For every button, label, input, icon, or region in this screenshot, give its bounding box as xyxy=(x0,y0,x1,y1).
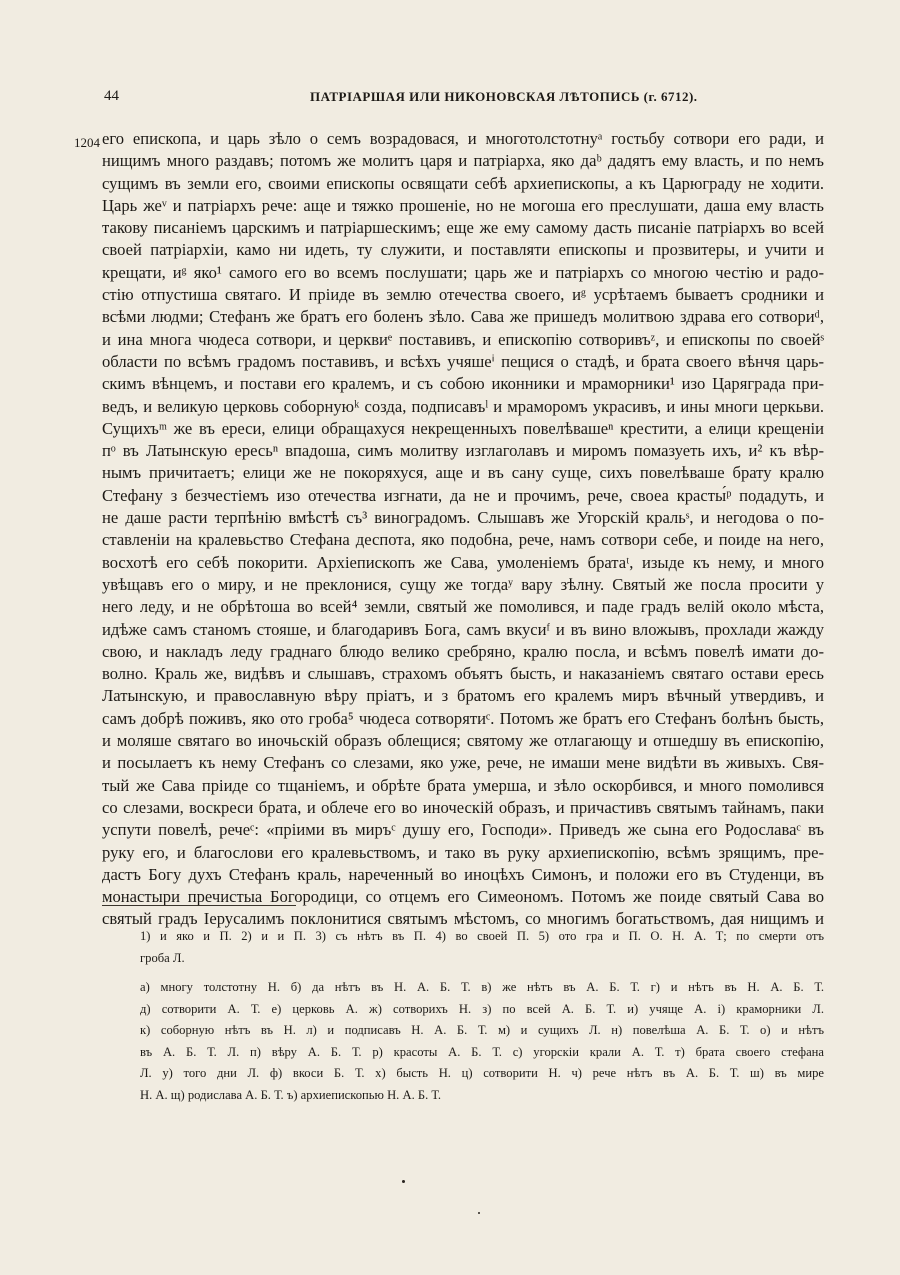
footnote-line: к) соборную нѣтъ въ Н. л) и подписавъ Н. А. Б. Т. м) и сущихъ Л. н) повелѣша А. Б. Т. о) и нѣтъ xyxy=(140,1023,824,1037)
footnote-line: 1) и яко и П. 2) и и П. 3) съ нѣтъ въ П. 4) во своей П. 5) ото гра и П. О. Н. А. Т; по смерти отъ xyxy=(140,929,824,943)
numbered-footnotes xyxy=(140,926,824,969)
lettered-footnotes xyxy=(140,977,824,1106)
text-line: скимъ вѣнцемъ, и постави его кралемъ, и съ собою иконники и мраморники¹ изо Царяграда при- xyxy=(102,374,824,394)
text-line: святый градъ Іерусалимъ поклонитися святымъ мѣстомъ, со многимъ богатьствомъ, дая нищимъ и xyxy=(102,909,824,929)
margin-year-note: 1204 xyxy=(74,135,100,150)
text-line: него леду, и не обрѣтоша во всей⁴ земли, святый же помолився, и паде градъ велій около мѣста, xyxy=(102,597,824,617)
text-line: и моляше святаго во иночьскій образъ облещися; святому же отлагающу и отшедшу въ епископію, xyxy=(102,731,824,751)
text-line: пᵒ въ Латынскую ересьⁿ впадоша, симъ молитву изглаголавъ и миромъ помазуеть ихъ, и² къ вѣр- xyxy=(102,441,824,461)
text-line: области по всѣмъ градомъ поставивъ, и всѣхъ учяшеⁱ пещися о стадѣ, и брата своего вѣнчя царь- xyxy=(102,351,824,371)
text-line: стію отпустиша святаго. И пріиде въ землю отечества своего, иᵍ усрѣтаемъ бываетъ сродники и xyxy=(102,285,824,305)
text-line: идѣже самъ станомъ стояше, и благодаривъ Бога, самъ вкусиᶠ и въ вино вложывъ, прохлади жажду xyxy=(102,619,824,639)
text-line: дастъ Богу духъ Стефанъ краль, нареченный во иноцѣхъ Симонъ, и положи его въ Студенци, въ xyxy=(102,864,824,884)
page-header xyxy=(100,88,818,110)
text-line: восхотѣ его себѣ покорити. Архіепископъ же Сава, умоленіемъ братаᵗ, изыде къ нему, и много xyxy=(102,552,824,572)
text-line: увѣщавъ его о миру, и не преклонися, сущу же тогдаʸ вару зѣлну. Святый же посла просити у xyxy=(102,574,824,594)
text-line: всѣми людми; Стефанъ же братъ его боленъ зѣло. Сава же пришедъ молитвою здрава его сотвориᵈ, xyxy=(102,307,824,327)
text-line: его епископа, и царь зѣло о семъ возрадовася, и многотолстотнуᵃ гостьбу сотвори его ради, и xyxy=(102,129,824,148)
text-line: Латынскую, и православную вѣру пріатъ, и з братомъ его кралемъ миръ вѣчный утвердивъ, и xyxy=(102,686,824,706)
text-line: нымъ причитаетъ; елици же не покоряхуся, аще и въ сану суще, сихъ повелѣваше брату кралю xyxy=(102,463,824,483)
footnote-line: Л. у) того дни Л. ф) вкоси Б. Т. х) бысть Н. ц) сотворити Н. ч) рече нѣтъ въ А. Б. Т. ш) въ мире xyxy=(140,1066,824,1080)
text-line: крещати, иᵍ яко¹ самого его во всемъ послушати; царь же и патріархъ со многою честію и радо- xyxy=(102,262,824,282)
paper-speck xyxy=(402,1180,405,1183)
footnote-line: а) многу толстотну Н. б) да нѣтъ въ Н. А. Б. Т. в) же нѣтъ въ А. Б. Т. г) и нѣтъ въ Н. А. Б. Т. xyxy=(140,980,824,994)
text-line: со слезами, воскреси брата, и облече его во иноческій образъ, и причастивъ святымъ тайнамъ, паки xyxy=(102,797,824,817)
text-line: успути повелѣ, речеᶜ: «пріими въ миръᶜ душу его, Господи». Приведъ же сына его Родославаᶜ въ xyxy=(102,820,824,840)
text-line: сущимъ въ земли его, своими епископы освящати себѣ архиепископы, а къ Царюграду не ходити. xyxy=(102,173,824,193)
text-line: и посылаетъ къ нему Стефанъ со слезами, яко уже, рече, не имаши мене видѣти въ живыхъ. Свя- xyxy=(102,753,824,773)
main-text-block xyxy=(102,128,824,931)
footnote-line: въ А. Б. Т. Л. п) вѣру А. Б. Т. р) красоты А. Б. Т. с) угорскіи крали А. Т. т) брата своего стефана xyxy=(140,1044,824,1059)
page-number: 44 xyxy=(104,88,119,104)
running-title: ПАТРІАРШАЯ ИЛИ НИКОНОВСКАЯ ЛѢТОПИСЬ (г. 6712). xyxy=(310,89,698,104)
text-line: Сущихъᵐ же въ ереси, елици обращахуся некрещенныхъ повелѣвашеⁿ крестити, а елици крещеніи xyxy=(102,418,824,438)
text-line: Царь жеᵛ и патріархъ рече: аще и тяжко прошеніе, но не могоша его преслушати, даша ему власть xyxy=(102,195,824,215)
text-line: ставленіи на кралевьство Стефана деспота, яко подобна, рече, намъ сотвори себе, и поиде на него, xyxy=(102,530,824,550)
text-line: руку его, и благослови его кралевьствомъ, и тако въ руку архиепископію, всѣмъ зрящимъ, пре- xyxy=(102,842,824,862)
footnote-line: гроба Л. xyxy=(140,950,185,965)
text-line: и ина многа чюдеса сотвори, и церквиᵉ поставивъ, и епископію сотворивъᶻ, и епископы по своейˢ xyxy=(102,329,824,349)
text-line: монастыри пречистыа Богородици, со отцемъ его Симеономъ. Потомъ же поиде святый Сава во xyxy=(102,887,824,907)
footnote-line: д) сотворити А. Т. е) церковь А. ж) сотворихъ Н. з) по всей А. Б. Т. и) учяще А. і) краморники Л. xyxy=(140,1001,824,1016)
text-line: ведъ, и великую церковь соборнуюᵏ созда, подписавъˡ и мраморомъ украсивъ, и ины многи церкьви. xyxy=(102,396,824,416)
footnote-separator-rule xyxy=(102,905,296,906)
text-line: нищимъ много раздавъ; потомъ же молитъ царя и патріарха, яко даᵇ дадятъ ему власть, и по немъ xyxy=(102,151,824,171)
text-line: Стефану з безчестіемъ изо отечества изгнати, да не и прочимъ, рече, своеа красты́ᵖ подадуть, и xyxy=(102,485,824,505)
text-line: самъ добрѣ поживъ, яко ото гроба⁵ чюдеса сотворятиᶜ. Потомъ же братъ его Стефанъ болѣнъ бысть, xyxy=(102,708,824,728)
text-line: такову писаніемъ царскимъ и патріаршескимъ; еще же ему самому дасть писаніе патріархъ во всей xyxy=(102,218,824,238)
footnote-line: Н. А. щ) родислава А. Б. Т. ъ) архиепископью Н. А. Б. Т. xyxy=(140,1087,441,1102)
text-line: своей патріархіи, камо ни идеть, ту служити, и поставляти епископы и прозвитеры, и учити и xyxy=(102,240,824,260)
text-line: свою, и накладъ леду граднаго блюдо велико сребряно, кралю посла, и всѣмъ повелѣ имати до- xyxy=(102,641,824,661)
text-line: не даше расти терпѣнію вмѣстѣ съ³ виноградомъ. Слышавъ же Угорскій кральˢ, и негодова о по- xyxy=(102,508,824,528)
paper-speck xyxy=(478,1212,480,1214)
text-line: тый же Сава пріиде со тщаніемъ, и обрѣте брата умерша, и зѣло оскорбився, и много помолився xyxy=(102,775,824,795)
text-line: волно. Краль же, видѣвъ и слышавъ, страхомъ объятъ бысть, и наказаніемъ святаго остави ересь xyxy=(102,664,824,684)
